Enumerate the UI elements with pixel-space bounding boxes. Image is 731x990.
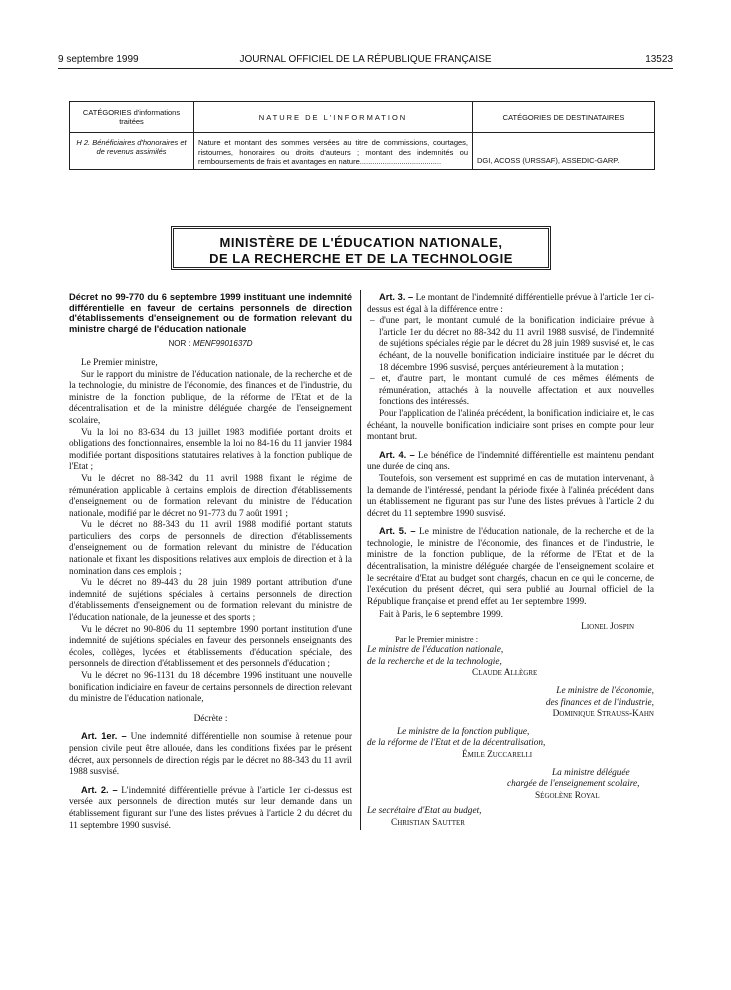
signatory-title: Le ministre de l'économie, <box>556 686 654 696</box>
article-label: Art. 5. – <box>379 526 416 537</box>
paragraph: Toutefois, son versement est supprimé en cas de mutation intervenant, à la demande de l'intéressé, pendant la période fixée à l'alinéa précédent dans un établissement ne figurant pas sur l'une des listes prévues à l'article 2 du décret du 11 septembre 1990 susvisé. <box>367 473 654 519</box>
signatory-title: de la recherche et de la technologie, <box>367 656 502 667</box>
table-header-categories: CATÉGORIES d'informations traitées <box>70 102 194 133</box>
paragraph: Vu le décret no 90-806 du 11 septembre 1990 portant institution d'une indemnité de sujétions spéciales en faveur des personnels enseignants des écoles, collèges, lycées et établissements d'éducation spéciale, des personnels de direction d'établissement et des personnels d'éducation ; <box>69 624 352 670</box>
information-table <box>69 101 655 170</box>
right-column <box>367 292 654 830</box>
signatory-title: La ministre déléguée <box>552 767 630 778</box>
table-header-row <box>70 102 655 133</box>
signatory-title: Le ministre de la fonction publique, <box>397 726 530 737</box>
signatory-title: chargée de l'enseignement scolaire, <box>507 779 640 790</box>
signatory-name: Émile Zuccarelli <box>462 749 533 760</box>
left-column <box>69 292 352 832</box>
paragraph: Le Premier ministre, <box>81 357 158 368</box>
signatory-title: de la réforme de l'Etat et de la décentralisation, <box>367 738 546 749</box>
signature-block <box>367 610 654 829</box>
article-2 <box>69 785 352 832</box>
nor-label: NOR : <box>168 339 193 349</box>
signatory-title: Le secrétaire d'Etat au budget, <box>367 806 482 817</box>
table-header-recipients: CATÉGORIES DE DESTINATAIRES <box>473 102 655 133</box>
table-row <box>70 133 655 170</box>
header-page-number: 13523 <box>645 54 673 65</box>
signatory-name: Christian Sautter <box>391 817 465 828</box>
signatory-name: Claude Allègre <box>472 668 538 679</box>
paragraph: Vu la loi no 83-634 du 13 juillet 1983 modifiée portant droits et obligations des fonctionnaires, ensemble la loi no 84-16 du 11 janvier 1984 modifiée portant dispositions statutaires relatives à la fonction publique de l'Etat ; <box>69 427 352 473</box>
signatory-title: des finances et de l'industrie, <box>545 697 654 708</box>
prime-minister-name: Lionel Jospin <box>581 622 634 633</box>
table-cell-nature: Nature et montant des sommes versées au titre de commissions, courtages, ristournes, honoraires ou droits d'auteurs ; montant des indemnités ou remboursements de frais et avantages en nature....................................... <box>194 133 473 170</box>
dash-item: – et, d'autre part, le montant cumulé de ces mêmes éléments de rémunération, attachés à la nouvelle affectation et aux nouvelles fonctions des intéressés. <box>370 374 654 408</box>
article-label: Art. 4. – <box>379 449 415 460</box>
article-text: Le montant de l'indemnité différentielle prévue à l'article 1er ci-dessus est égal à la différence entre : <box>367 293 654 315</box>
table-cell-recipients: DGI, ACOSS (URSSAF), ASSEDIC-GARP. <box>473 133 655 170</box>
dash-item: – d'une part, le montant cumulé de la bonification indiciaire prévue à l'article 1er du décret no 88-342 du 11 avril 1988 susvisé, de l'indemnité de sujétions spéciales régie par le décret du 28 juin 1989 susvisé et, le cas échéant, de la nouvelle bonification indiciaire instituée par le décret du 18 décembre 1996 susvisé, perçues antérieurement à la mutation ; <box>370 316 654 373</box>
paragraph: Vu le décret no 88-343 du 11 avril 1988 modifié portant statuts particuliers des corps de personnels de direction d'établissements d'enseignement ou de formation relevant du ministre de l'éducation nationale et fixant les dispositions relatives aux emplois de direction et à la nomination dans ces emplois ; <box>69 520 352 577</box>
article-label: Art. 2. – <box>81 784 118 795</box>
paragraph: Pour l'application de l'alinéa précédent, la bonification indiciaire et, le cas échéant, la nouvelle bonification indiciaire sont prises en compte pour leur montant brut. <box>367 408 654 443</box>
signatory-name: Ségolène Royal <box>535 790 600 801</box>
ministry-heading-line1: MINISTÈRE DE L'ÉDUCATION NATIONALE, <box>219 235 503 250</box>
signatory-title: Le ministre de l'éducation nationale, <box>367 645 504 656</box>
paragraph: Vu le décret no 88-342 du 11 avril 1988 fixant le régime de rémunération applicable à certains emplois de direction d'établissements d'enseignement ou de formation relevant du ministre de l'éducation nationale, modifié par le décret no 91-773 du 7 août 1991 ; <box>69 473 352 519</box>
fait-line: Fait à Paris, le 6 septembre 1999. <box>379 610 503 621</box>
paragraph: Vu le décret no 96-1131 du 18 décembre 1996 instituant une nouvelle bonification indiciaire en faveur de certains personnels de direction relevant du ministre de l'éducation nationale, <box>69 671 352 705</box>
article-5 <box>367 526 654 608</box>
article-text: Le ministre de l'éducation nationale, de la recherche et de la technologie, le ministre de l'économie, des finances et de l'industrie, le ministre de la fonction publique, de la réforme de l'Etat et de la décentralisation, la ministre déléguée chargée de l'enseignement scolaire et le secrétaire d'Etat au budget sont chargés, chacun en ce qui le concerne, de l'exécution du présent décret, qui sera publié au Journal officiel de la République française et prend effet au 1er septembre 1999. <box>367 527 654 607</box>
article-text: Une indemnité différentielle non soumise à retenue pour pension civile peut être allouée, dans les conditions fixées par le présent décret, aux personnels de direction régis par le décret no 88-343 du 11 avril 1988 susvisé. <box>69 732 352 778</box>
nor-value: MENF9901637D <box>192 339 253 349</box>
header-rule <box>58 68 673 69</box>
signatory-name: Dominique Strauss-Kahn <box>552 709 654 720</box>
ministry-heading-box <box>171 226 551 270</box>
article-text: Le bénéfice de l'indemnité différentielle est maintenu pendant une durée de cinq ans. <box>367 450 654 473</box>
article-label: Art. 3. – <box>379 292 414 302</box>
par-premier-ministre: Par le Premier ministre : <box>395 633 479 644</box>
article-3 <box>367 292 654 316</box>
paragraph: Sur le rapport du ministre de l'éducation nationale, de la recherche et de la technologie, du ministre de l'économie, des finances et de l'industrie, du ministre de la fonction publique, de la réforme de l'Etat et de la décentralisation et de la ministre déléguée chargée de l'enseignement scolaire, <box>69 369 352 426</box>
paragraph: Vu le décret no 89-443 du 28 juin 1989 portant attribution d'une indemnité de sujétions spéciales à certains personnels de direction d'établissements d'enseignement ou de formation relevant du ministre de l'éducation nationale, de la jeunesse et des sports ; <box>69 578 352 624</box>
table-header-nature: NATURE DE L'INFORMATION <box>194 102 473 133</box>
article-4 <box>367 450 654 474</box>
header-date: 9 septembre 1999 <box>58 54 139 65</box>
nor-reference <box>69 338 352 350</box>
decree-title: Décret no 99-770 du 6 septembre 1999 instituant une indemnité différentielle en faveur de certains personnels de direction d'établissements d'enseignement ou de formation relevant du ministre chargé de l'éducation nationale <box>69 292 352 334</box>
decrete-heading: Décrète : <box>193 713 228 724</box>
ministry-heading-line2: DE LA RECHERCHE ET DE LA TECHNOLOGIE <box>209 251 513 266</box>
table-cell-category: H 2. Bénéficiaires d'honoraires et de revenus assimilés <box>70 133 194 170</box>
page-header <box>58 54 673 68</box>
article-text: L'indemnité différentielle prévue à l'article 1er ci-dessus est versée aux personnels de direction mutés sur leur demande dans un établissement figurant sur l'une des listes prévues à l'article 2 du décret du 11 septembre 1990 susvisé. <box>69 785 352 831</box>
article-label: Art. 1er. – <box>81 731 127 742</box>
column-divider <box>360 290 361 830</box>
header-journal-title: JOURNAL OFFICIEL DE LA RÉPUBLIQUE FRANÇAISE <box>239 54 492 65</box>
article-1 <box>69 731 352 778</box>
